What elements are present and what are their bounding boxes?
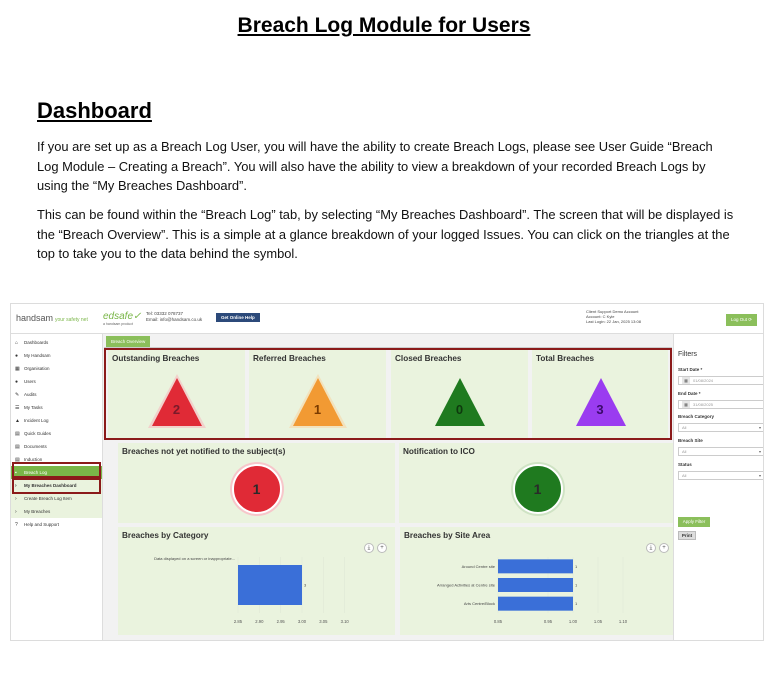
document-title: Breach Log Module for Users [237, 14, 531, 37]
sidebar-item-help[interactable] [11, 518, 102, 531]
download-icon[interactable]: ⤓ [646, 543, 656, 553]
section-heading: Dashboard [37, 98, 152, 123]
app-header [11, 304, 764, 334]
tab-breach-overview[interactable]: Breach Overview [106, 336, 150, 347]
data-label: 1 [575, 563, 578, 569]
tick-label: 2.95 [276, 619, 285, 624]
logout-button[interactable]: Log Out ⟳ [726, 314, 757, 326]
user-icon: ● [15, 352, 19, 359]
tick-label: 0.95 [543, 619, 553, 624]
not-notified-count: 1 [252, 481, 261, 497]
handsam-tagline: your safety net [55, 317, 88, 323]
tick-label: 2.90 [255, 619, 264, 624]
chart-title: Breaches by Site Area [404, 531, 491, 540]
end-date-label: End Date * [678, 391, 701, 396]
sidebar-item-my-handsam[interactable] [11, 349, 102, 362]
outstanding-count: 2 [172, 402, 181, 417]
category-chart-card [118, 527, 395, 635]
end-date-value: 31/08/2025 [693, 402, 714, 407]
sidebar-item-label: Create Breach Log Item [24, 496, 72, 501]
sidebar-item-label: My Handsam [24, 353, 51, 358]
main-content [104, 334, 672, 641]
chevron-right-icon: › [15, 482, 17, 489]
chevron-down-icon: ▾ [758, 425, 761, 430]
category-label: Arranged Activities at Centre site [436, 582, 495, 588]
site-value: All [682, 449, 687, 454]
tick-label: 1.05 [593, 619, 603, 624]
account-user: Account: C Kyle [586, 314, 615, 320]
building-icon: ▦ [15, 365, 20, 372]
chart-bar [498, 559, 573, 573]
sidebar-item-my-tasks[interactable] [11, 401, 102, 414]
last-login: Last Login: 22 Jan, 2025 13:08 [586, 319, 641, 325]
edsafe-logo [103, 311, 141, 326]
sidebar-item-label: Quick Guides [24, 431, 52, 436]
card-title: Total Breaches [536, 354, 595, 363]
apply-filter-button[interactable]: Apply Filter [678, 517, 710, 527]
site-label: Breach Site [678, 438, 703, 443]
highlight-my-breaches-dashboard [12, 478, 101, 494]
chart-title: Breaches by Category [122, 531, 209, 540]
sidebar-item-incident-log[interactable] [11, 414, 102, 427]
sidebar-item-label: Breach Log [24, 470, 48, 475]
site-select[interactable] [678, 447, 764, 456]
dashboard-screenshot [10, 303, 764, 641]
chart-bar [238, 565, 302, 605]
category-label: Breach Category [678, 414, 715, 419]
sidebar-item-my-breaches[interactable] [11, 505, 102, 518]
site-area-chart-card [400, 527, 677, 635]
sidebar-item-label: Audits [24, 392, 37, 397]
sidebar-item-label: Users [24, 379, 36, 384]
closed-count: 0 [455, 402, 464, 417]
documents-icon: ▤ [15, 443, 20, 450]
contact-info [146, 311, 202, 323]
sidebar-item-label: Incident Log [24, 418, 49, 423]
card-title: Closed Breaches [395, 354, 462, 363]
expand-icon[interactable]: + [659, 543, 669, 553]
tick-label: 3.05 [319, 619, 328, 624]
category-chart [118, 551, 395, 633]
total-count: 3 [596, 402, 604, 417]
ico-count: 1 [533, 481, 542, 497]
start-date-label: Start Date * [678, 367, 703, 372]
sidebar-item-label: Induction [24, 457, 43, 462]
contact-tel: Tel: 03332 078737 [146, 311, 184, 316]
expand-icon[interactable]: + [377, 543, 387, 553]
home-icon: ⌂ [15, 339, 19, 346]
data-label: 3 [304, 582, 307, 588]
chevron-down-icon: ▾ [758, 449, 761, 454]
sidebar-item-users[interactable] [11, 375, 102, 388]
sidebar-item-label: Organisation [24, 366, 50, 371]
guide-icon: ▤ [15, 430, 20, 437]
tasks-icon: ☰ [15, 404, 20, 411]
calendar-icon[interactable]: ▦ [682, 377, 690, 384]
data-label: 1 [575, 601, 578, 607]
online-help-button[interactable]: Get Online Help [216, 313, 260, 322]
category-value: All [682, 425, 687, 430]
sidebar-item-audits[interactable] [11, 388, 102, 401]
highlight-breach-log [12, 462, 101, 478]
intro-paragraph: If you are set up as a Breach Log User, you will have the ability to create Breach Logs, please see User Guide “Breach Log Module – Creating a Breach”. You will also have the ability to view a breakdown of your recorded Breach Logs by using the “My Breaches Dashboard”. [37, 139, 713, 193]
status-value: All [682, 473, 687, 478]
tab-bar [104, 334, 672, 348]
status-label: Status [678, 462, 692, 467]
sidebar-item-label: My Tasks [24, 405, 43, 410]
site-area-chart [400, 551, 677, 633]
category-select[interactable] [678, 423, 764, 432]
tick-label: 3.10 [340, 619, 349, 624]
sidebar-item-organisation[interactable] [11, 362, 102, 375]
induction-icon: ▤ [15, 456, 20, 463]
ico-notification-card[interactable] [399, 443, 676, 523]
category-label: Data displayed on a screen or inappropriate... [154, 556, 235, 561]
highlight-triangles [104, 348, 672, 440]
status-select[interactable] [678, 471, 764, 480]
calendar-icon[interactable]: ▦ [682, 401, 690, 408]
sidebar-item-label: My Breaches [24, 509, 51, 514]
chevron-down-icon: ▾ [758, 473, 761, 478]
tick-label: 3.00 [297, 619, 307, 624]
sidebar-item-dashboards[interactable] [11, 336, 102, 349]
category-label: Around Centre site [461, 563, 495, 569]
referred-count: 1 [313, 402, 322, 417]
filters-panel [673, 334, 764, 641]
category-label: Arts Centre/Block [463, 601, 495, 607]
tick-label: 2.85 [233, 619, 243, 624]
chart-bar [498, 578, 573, 592]
handsam-logo [16, 313, 88, 323]
sidebar-item-label: Documents [24, 444, 47, 449]
users-icon: ● [15, 378, 19, 385]
download-icon[interactable]: ⤓ [364, 543, 374, 553]
start-date-value: 01/08/2024 [693, 378, 714, 383]
tick-label: 1.10 [618, 619, 628, 624]
handsam-logo-text: handsam [16, 313, 54, 323]
account-info [586, 309, 641, 325]
breach-icon: ▪ [15, 469, 17, 476]
tick-label: 1.00 [568, 619, 578, 624]
sidebar-item-quick-guides[interactable] [11, 427, 102, 440]
sidebar-item-label: Help and Support [24, 522, 60, 527]
not-notified-card[interactable] [118, 443, 395, 523]
chevron-right-icon: › [15, 508, 17, 515]
edsafe-logo-text: edsafe✓ [103, 311, 142, 322]
account-name: Client Support Demo Account [586, 309, 639, 314]
sidebar-item-label: My Breaches Dashboard [24, 483, 77, 488]
card-title: Notification to ICO [403, 447, 475, 456]
chart-bar [498, 597, 573, 611]
chevron-right-icon: › [15, 495, 17, 502]
audit-icon: ✎ [15, 391, 20, 398]
help-icon: ? [15, 521, 18, 528]
sidebar [11, 334, 103, 641]
filters-title: Filters [678, 351, 698, 358]
edsafe-logo-sub: a handsam product [103, 322, 133, 326]
card-title: Outstanding Breaches [112, 354, 200, 363]
end-date-field[interactable] [678, 400, 764, 409]
sidebar-item-label: Dashboards [24, 340, 49, 345]
sidebar-item-documents[interactable] [11, 440, 102, 453]
card-title: Referred Breaches [253, 354, 326, 363]
warning-icon: ▲ [15, 417, 20, 424]
card-title: Breaches not yet notified to the subject(s) [122, 447, 286, 456]
data-label: 1 [575, 582, 578, 588]
contact-email[interactable]: Email: info@handsam.co.uk [146, 317, 203, 322]
print-button[interactable]: Print [678, 531, 696, 540]
start-date-field[interactable] [678, 376, 764, 385]
tick-label: 0.85 [493, 619, 503, 624]
instructions-paragraph: This can be found within the “Breach Log” tab, by selecting “My Breaches Dashboard”. The screen that will be displayed is the “Breach Overview”. This is a simple at a glance breakdown of your logged Issues. You can click on the triangles at the top to take you to the data behind the symbol. [37, 207, 734, 261]
